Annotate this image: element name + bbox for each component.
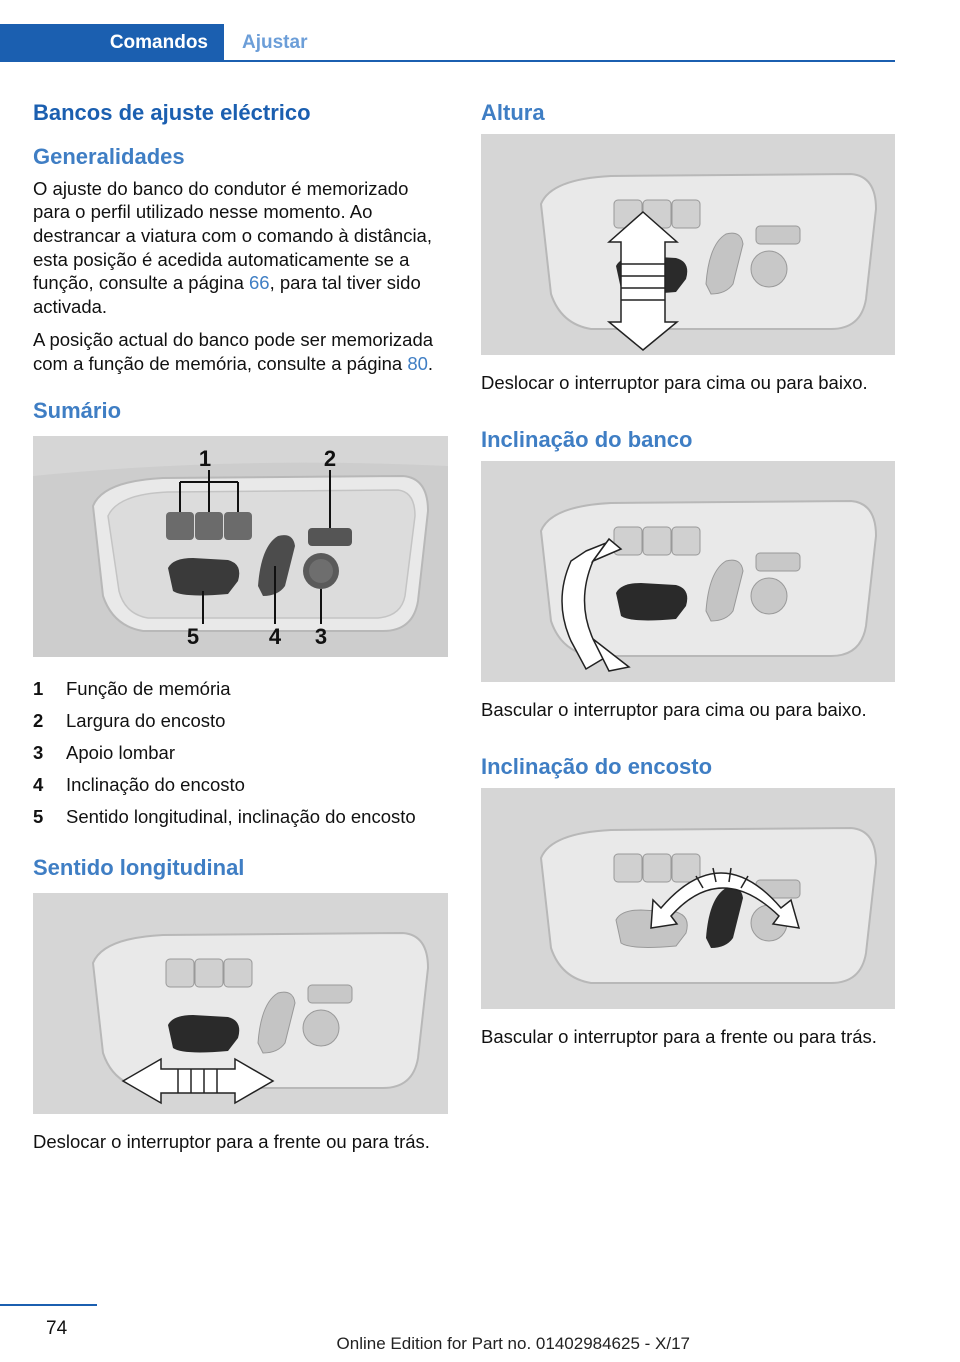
text: , para tal tiver sido activada.	[33, 272, 421, 317]
text: A posição actual do banco pode ser memorizada com a função de memória, consulte a página	[33, 329, 434, 374]
backrest-tilt-figure	[481, 788, 895, 1009]
legend-item	[33, 737, 448, 769]
seat-tilt-figure	[481, 461, 895, 682]
header-rule	[0, 60, 895, 62]
longitudinal-caption: Deslocar o interruptor para a frente ou para trás.	[33, 1131, 430, 1153]
summary-legend	[33, 673, 448, 833]
link-page-80[interactable]: 80	[407, 352, 428, 374]
callout-4: 4	[268, 623, 282, 649]
legend-label: Sentido longitudinal, inclinação do encosto	[66, 805, 416, 827]
longitudinal-figure	[33, 893, 448, 1114]
legend-item	[33, 801, 448, 833]
seat-controls-overview-illustration	[33, 436, 448, 657]
heading-sumario: Sumário	[33, 397, 122, 423]
legend-label: Função de memória	[66, 677, 231, 699]
legend-number: 3	[33, 741, 44, 763]
legend-label: Apoio lombar	[66, 741, 176, 763]
heading-generalidades: Generalidades	[33, 144, 185, 170]
heading-inclinacao-encosto: Inclinação do encosto	[481, 753, 713, 779]
callout-1: 1	[198, 445, 212, 471]
legend-label: Inclinação do encosto	[66, 773, 245, 795]
height-figure	[481, 134, 895, 355]
footer-rule	[0, 1304, 97, 1306]
height-caption: Deslocar o interruptor para cima ou para baixo.	[481, 372, 868, 394]
heading-sentido-longitudinal: Sentido longitudinal	[33, 854, 245, 880]
general-paragraph-2	[33, 328, 448, 375]
seat-tilt-caption: Bascular o interruptor para cima ou para baixo.	[481, 699, 867, 721]
legend-number: 2	[33, 709, 44, 731]
tab-comandos[interactable]: Comandos	[0, 24, 224, 62]
heading-altura: Altura	[481, 100, 545, 125]
text: .	[427, 352, 434, 374]
legend-number: 5	[33, 805, 44, 827]
header-tabbar	[0, 24, 895, 62]
link-page-66[interactable]: 66	[249, 272, 270, 294]
general-paragraph-1	[33, 177, 448, 319]
legend-number: 4	[33, 773, 44, 795]
edition-note: Online Edition for Part no. 01402984625 - X/17	[336, 1334, 690, 1353]
seat-tilt-illustration	[481, 461, 895, 682]
text: O ajuste do banco do condutor é memorizado para o perfil utilizado nesse momento. Ao destrancar a viatura com o comando à distância, esta posição é acedida automaticamente se a função, consulte a página	[33, 177, 432, 294]
left-column	[33, 100, 448, 1164]
legend-number: 1	[33, 677, 44, 699]
height-adjust-illustration	[481, 134, 895, 355]
legend-item	[33, 705, 448, 737]
backrest-tilt-caption: Bascular o interruptor para a frente ou para trás.	[481, 1026, 877, 1048]
longitudinal-adjust-illustration	[33, 893, 448, 1114]
heading-inclinacao-banco: Inclinação do banco	[481, 426, 693, 452]
callout-3: 3	[314, 623, 328, 649]
backrest-tilt-illustration	[481, 788, 895, 1009]
page-number: 74	[46, 1318, 68, 1339]
callout-5: 5	[186, 623, 200, 649]
legend-item	[33, 769, 448, 801]
legend-label: Largura do encosto	[66, 709, 226, 731]
legend-item	[33, 673, 448, 705]
seat-controls-overview-figure	[33, 436, 448, 657]
right-column	[481, 100, 895, 1059]
page-title: Bancos de ajuste eléctrico	[33, 100, 311, 125]
tab-ajustar[interactable]: Ajustar	[242, 32, 308, 53]
callout-2: 2	[323, 445, 337, 471]
